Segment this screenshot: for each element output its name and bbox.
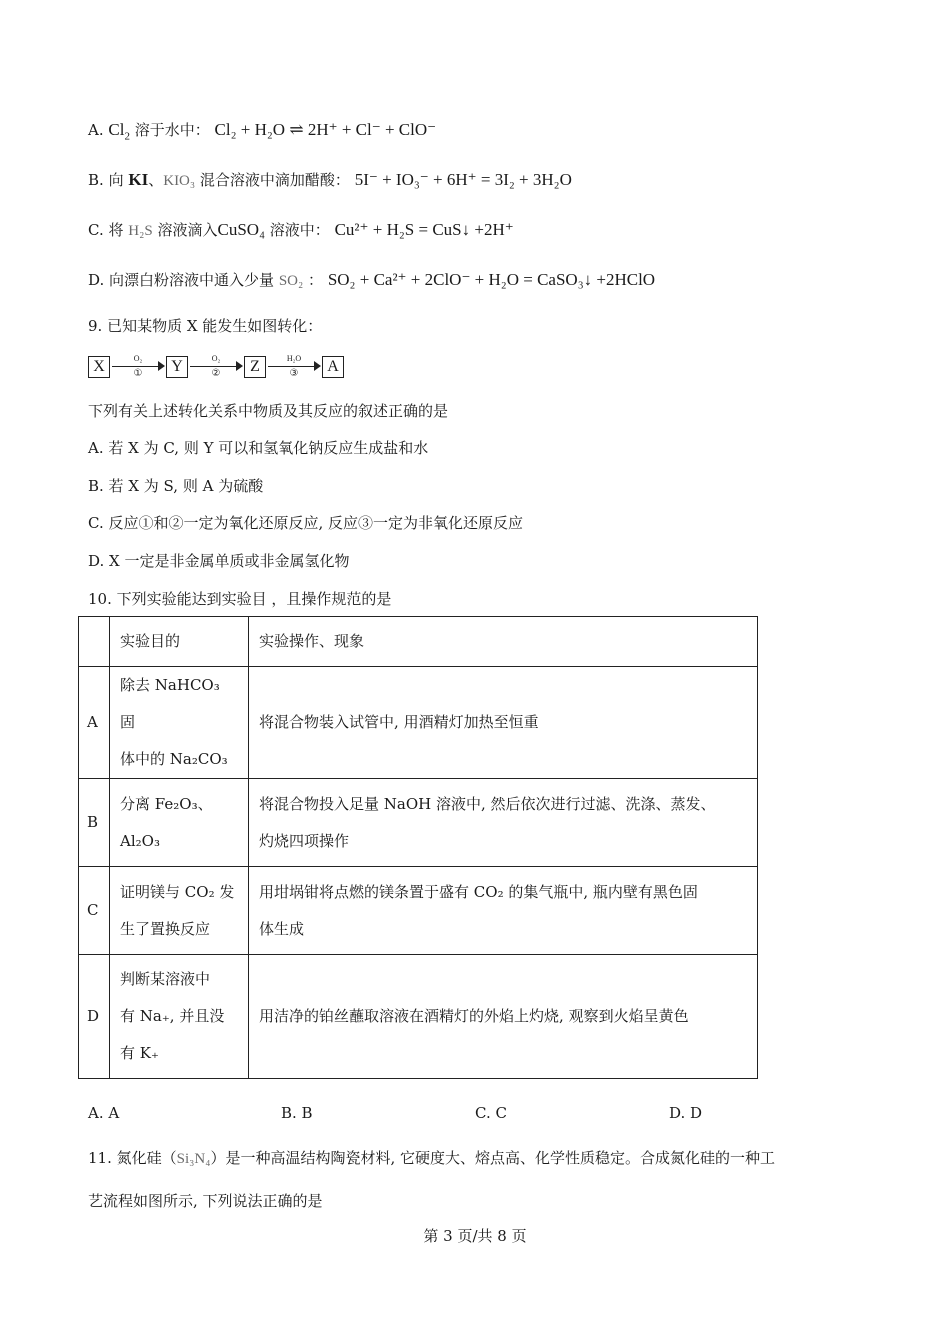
chem-formula: CuSO₄: [217, 220, 265, 239]
q8-option-b: B. 向 KI、KIO₃ 混合溶液中滴加醋酸： 5I⁻ + IO₃⁻ + 6H⁺ = 3I₂ + 3H₂O: [88, 170, 572, 189]
experiment-table: [78, 616, 758, 1079]
flow-node-a: A: [322, 356, 344, 378]
operation-cell: [249, 779, 758, 867]
q11-stem-line-1: [88, 1148, 775, 1169]
flow-reagent: O₂: [211, 354, 221, 363]
q8-option-a: [88, 120, 436, 146]
cell-line: 用洁净的铂丝蘸取溶液在酒精灯的外焰上灼烧, 观察到火焰呈黄色: [259, 1007, 689, 1025]
q9-flow-diagram: [88, 354, 344, 380]
q11-stem-line-2: 艺流程如图所示, 下列说法正确的是: [88, 1192, 323, 1210]
option-label: D.: [88, 271, 105, 289]
table-row: [79, 867, 758, 955]
chem-formula: SO₂: [278, 273, 304, 289]
cell-line: Al₂O₃: [120, 831, 160, 850]
row-label: A: [79, 667, 110, 779]
cell-line: 判断某溶液中: [120, 970, 211, 988]
flow-arrow-2: [188, 354, 244, 380]
chem-formula: Si₃N₄: [176, 1151, 211, 1167]
q8-option-d: [88, 270, 655, 291]
chem-equation: Cl₂ + H₂O ⇌ 2H⁺ + Cl⁻ + ClO⁻: [214, 120, 437, 139]
answer-choice-b: B. B: [281, 1104, 313, 1122]
option-label: C.: [88, 221, 104, 239]
operation-cell: [249, 867, 758, 955]
purpose-cell: [110, 955, 249, 1079]
flow-node-x: X: [88, 356, 110, 378]
flow-arrow-3: [266, 354, 322, 380]
page-footer: 第 3 页/共 8 页: [423, 1227, 527, 1245]
option-text: 向漂白粉溶液中通入少量: [109, 271, 275, 289]
q10-stem: 10. 下列实验能达到实验目 ，且操作规范的是: [88, 590, 392, 608]
chem-formula: H₂S: [128, 223, 153, 239]
header-cell: 实验目的: [110, 617, 249, 667]
q9-option-c: C. 反应①和②一定为氧化还原反应, 反应③一定为非氧化还原反应: [88, 514, 524, 532]
q9-option-b: B. 若 X 为 S, 则 A 为硫酸: [88, 477, 264, 495]
stem-text: 11. 氮化硅（: [88, 1149, 177, 1167]
flow-reagent: H₂O: [286, 354, 302, 363]
answer-choice-c: C. C: [475, 1104, 507, 1122]
row-label: B: [79, 779, 110, 867]
header-cell: 实验操作、现象: [249, 617, 758, 667]
flow-step: ③: [289, 368, 299, 379]
answer-choice-d: D. D: [669, 1104, 703, 1122]
q9-option-a: A. 若 X 为 C, 则 Y 可以和氢氧化钠反应生成盐和水: [88, 439, 429, 457]
flow-step: ①: [133, 368, 143, 379]
q9-stem: 9. 已知某物质 X 能发生如图转化：: [88, 317, 323, 335]
chem-equation: Cu²⁺ + H₂S = CuS↓ +2H⁺: [334, 220, 514, 239]
option-text: 混合溶液中滴加醋酸：: [199, 171, 350, 189]
cell-line: 生了置换反应: [120, 919, 211, 938]
option-text: 溶液中：: [269, 221, 330, 239]
option-text: 溶液滴入: [157, 221, 218, 239]
q8-option-c: [88, 220, 514, 241]
purpose-cell: [110, 779, 249, 867]
cell-line: 体生成: [259, 919, 305, 938]
option-text: ：: [308, 271, 324, 289]
table-row: [79, 955, 758, 1079]
chem-formula: KIO₃: [163, 173, 196, 189]
chem-formula: $Cl_2$: [108, 120, 130, 143]
stem-text: ）是一种高温结构陶瓷材料, 它硬度大、熔点高、化学性质稳定。合成氮化硅的一种工: [210, 1149, 775, 1167]
header-cell: [79, 617, 110, 667]
option-text: 溶于水中：: [134, 121, 210, 139]
operation-cell: [249, 667, 758, 779]
cell-line: 有 K₊: [120, 1044, 159, 1062]
cell-line: 有 Na₊, 并且没: [120, 1007, 225, 1025]
row-label: C: [79, 867, 110, 955]
cell-line: 用坩埚钳将点燃的镁条置于盛有 CO₂ 的集气瓶中, 瓶内壁有黑色固: [259, 882, 698, 901]
option-label: A.: [88, 121, 104, 139]
table-row: [79, 667, 758, 779]
table-row: [79, 779, 758, 867]
cell-line: 分离 Fe₂O₃、: [120, 794, 213, 813]
chem-formula: KI: [128, 170, 149, 189]
flow-node-y: Y: [166, 356, 188, 378]
cell-line: 灼烧四项操作: [259, 831, 350, 850]
flow-arrow-1: [110, 354, 166, 380]
q9-prompt: 下列有关上述转化关系中物质及其反应的叙述正确的是: [88, 402, 449, 420]
cell-line: 将混合物装入试管中, 用酒精灯加热至恒重: [259, 713, 539, 731]
purpose-cell: [110, 667, 249, 779]
flow-reagent: O₂: [133, 354, 143, 363]
cell-line: 除去 NaHCO₃ 固: [120, 676, 220, 731]
purpose-cell: [110, 867, 249, 955]
answer-choice-a: A. A: [88, 1104, 120, 1122]
cell-line: 将混合物投入足量 NaOH 溶液中, 然后依次进行过滤、洗涤、蒸发、: [259, 794, 716, 813]
row-label: D: [79, 955, 110, 1079]
cell-line: 证明镁与 CO₂ 发: [120, 882, 235, 901]
flow-step: ②: [211, 368, 221, 379]
chem-equation: SO₂ + Ca²⁺ + 2ClO⁻ + H₂O = CaSO₃↓ +2HClO: [327, 270, 656, 289]
table-header-row: [79, 617, 758, 667]
option-label: B.: [88, 171, 104, 189]
chem-equation: 5I⁻ + IO₃⁻ + 6H⁺ = 3I₂ + 3H₂O: [354, 170, 572, 189]
flow-node-z: Z: [244, 356, 266, 378]
option-text: 向: [108, 171, 124, 189]
operation-cell: [249, 955, 758, 1079]
option-text: 将: [108, 221, 124, 239]
q9-option-d: D. X 一定是非金属单质或非金属氢化物: [88, 552, 350, 570]
cell-line: 体中的 Na₂CO₃: [120, 750, 228, 768]
